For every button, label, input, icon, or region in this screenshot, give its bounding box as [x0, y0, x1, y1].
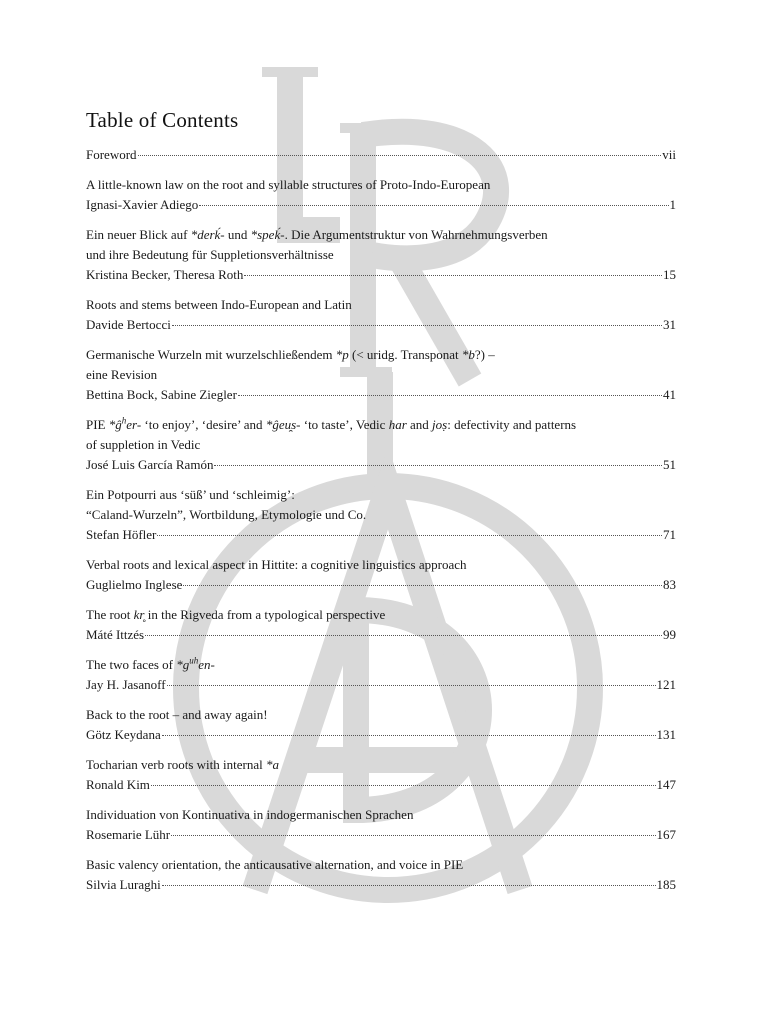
- toc-entry[interactable]: [86, 415, 676, 475]
- text-segment: “Caland-Wurzeln”, Wortbildung, Etymologie und Co.: [86, 507, 367, 522]
- entry-author: [86, 775, 150, 795]
- entry-author-line: [86, 195, 676, 215]
- page-number: vii: [662, 147, 676, 162]
- entry-title-line: [86, 605, 676, 625]
- dot-leader: [244, 274, 662, 276]
- toc-entry[interactable]: [86, 705, 676, 745]
- toc-entry[interactable]: [86, 295, 676, 335]
- entry-author: [86, 145, 137, 165]
- text-segment: ‘to enjoy’, ‘desire’ and: [141, 417, 266, 432]
- toc-entry[interactable]: [86, 175, 676, 215]
- entry-title-line: [86, 295, 676, 315]
- entry-author: [86, 675, 166, 695]
- entry-title-line: [86, 755, 676, 775]
- entry-title-line: [86, 655, 676, 675]
- page-title: Table of Contents: [86, 108, 239, 132]
- entry-title-line: [86, 855, 676, 875]
- text-segment: in the Rigveda from a typological perspective: [144, 607, 386, 622]
- entry-title-line: [86, 415, 676, 435]
- text-segment: Ein neuer Blick auf: [86, 227, 191, 242]
- text-segment: Roots and stems between Indo-European and Latin: [86, 297, 352, 312]
- entry-author: [86, 825, 170, 845]
- entry-author-line: [86, 775, 676, 795]
- text-segment: Tocharian verb roots with internal: [86, 757, 266, 772]
- entry-author-line: [86, 575, 676, 595]
- text-segment: Basic valency orientation, the anticausative alternation, and voice in PIE: [86, 857, 464, 872]
- text-segment: uh: [189, 655, 199, 666]
- page-number: 131: [656, 727, 676, 742]
- entry-title-line: [86, 485, 676, 505]
- text-segment: and: [406, 417, 433, 432]
- text-segment: . Die Argumentstruktur von Wahrnehmungsverben: [284, 227, 548, 242]
- text-segment: Máté Ittzés: [86, 627, 145, 642]
- entry-author-line: [86, 525, 676, 545]
- text-segment: Kristina Becker, Theresa Roth: [86, 267, 244, 282]
- entry-author: [86, 725, 161, 745]
- text-segment: en-: [198, 657, 215, 672]
- text-segment: Foreword: [86, 147, 137, 162]
- text-segment: Ronald Kim: [86, 777, 150, 792]
- text-segment: *b: [461, 347, 475, 362]
- text-segment: und ihre Bedeutung für Suppletionsverhältnisse: [86, 247, 334, 262]
- toc-entry[interactable]: [86, 225, 676, 285]
- entry-author-line: [86, 265, 676, 285]
- text-segment: Individuation von Kontinuativa in indogermanischen Sprachen: [86, 807, 414, 822]
- dot-leader: [138, 154, 662, 156]
- toc-entry[interactable]: [86, 855, 676, 895]
- table-of-contents: [86, 108, 676, 905]
- text-segment: Götz Keydana: [86, 727, 161, 742]
- entry-author-line: [86, 455, 676, 475]
- text-segment: The root: [86, 607, 134, 622]
- text-segment: *speḱ-: [250, 227, 285, 242]
- text-segment: José Luis García Ramón: [86, 457, 214, 472]
- page-number: 51: [663, 457, 676, 472]
- text-segment: h: [121, 415, 127, 426]
- dot-leader: [171, 834, 655, 836]
- toc-entry[interactable]: [86, 555, 676, 595]
- entry-author: [86, 195, 198, 215]
- entry-title-line: [86, 345, 676, 365]
- text-segment: joṣ: [432, 417, 448, 432]
- entry-author: [86, 455, 213, 475]
- text-segment: (< uridg. Transponat: [348, 347, 462, 362]
- entry-title-line: [86, 555, 676, 575]
- toc-entries: [86, 145, 676, 895]
- page-number: 185: [656, 877, 676, 892]
- entry-title-line: [86, 435, 676, 455]
- text-segment: *ĝeu̯s-: [265, 417, 301, 432]
- dot-leader: [151, 784, 656, 786]
- entry-title-line: [86, 705, 676, 725]
- text-segment: *derḱ-: [190, 227, 225, 242]
- text-segment: A little-known law on the root and syllable structures of Proto-Indo-European: [86, 177, 491, 192]
- entry-author: [86, 315, 171, 335]
- text-segment: Verbal roots and lexical aspect in Hittite: a cognitive linguistics approach: [86, 557, 467, 572]
- dot-leader: [157, 534, 662, 536]
- page-number: 121: [656, 677, 676, 692]
- text-segment: Davide Bertocci: [86, 317, 171, 332]
- text-segment: Back to the root – and away again!: [86, 707, 268, 722]
- page-number: 31: [663, 317, 676, 332]
- text-segment: *p: [335, 347, 349, 362]
- text-segment: Guglielmo Inglese: [86, 577, 183, 592]
- text-segment: kr̥: [133, 607, 145, 622]
- page-number: 147: [656, 777, 676, 792]
- entry-title-line: [86, 225, 676, 245]
- entry-author-line: [86, 875, 676, 895]
- entry-author-line: [86, 675, 676, 695]
- page-number: 83: [663, 577, 676, 592]
- text-segment: of suppletion in Vedic: [86, 437, 201, 452]
- text-segment: : defectivity and patterns: [447, 417, 577, 432]
- toc-entry[interactable]: [86, 755, 676, 795]
- toc-entry[interactable]: [86, 655, 676, 695]
- text-segment: Germanische Wurzeln mit wurzelschließendem: [86, 347, 336, 362]
- text-segment: ?) –: [474, 347, 495, 362]
- entry-title-line: [86, 805, 676, 825]
- page-number: 1: [669, 197, 676, 212]
- dot-leader: [145, 634, 662, 636]
- entry-author: [86, 265, 243, 285]
- text-segment: *g: [176, 657, 190, 672]
- entry-title-line: [86, 245, 676, 265]
- toc-entry[interactable]: [86, 605, 676, 645]
- dot-leader: [199, 204, 668, 206]
- entry-author-line: [86, 625, 676, 645]
- entry-author: [86, 625, 144, 645]
- page-number: 71: [663, 527, 676, 542]
- dot-leader: [214, 464, 662, 466]
- dot-leader: [162, 734, 656, 736]
- entry-title-line: [86, 365, 676, 385]
- toc-entry[interactable]: [86, 145, 676, 165]
- text-segment: Ein Potpourri aus ‘süß’ und ‘schleimig’:: [86, 487, 295, 502]
- page-number: 99: [663, 627, 676, 642]
- entry-title-line: [86, 175, 676, 195]
- entry-author: [86, 875, 161, 895]
- entry-author-line: [86, 145, 676, 165]
- text-segment: The two faces of: [86, 657, 177, 672]
- entry-author: [86, 575, 182, 595]
- entry-author-line: [86, 725, 676, 745]
- dot-leader: [183, 584, 662, 586]
- text-segment: ‘to taste’, Vedic: [300, 417, 389, 432]
- dot-leader: [238, 394, 662, 396]
- text-segment: har: [388, 417, 407, 432]
- entry-author-line: [86, 315, 676, 335]
- text-segment: *ĝ: [108, 417, 122, 432]
- toc-entry[interactable]: [86, 345, 676, 405]
- entry-author-line: [86, 825, 676, 845]
- toc-entry[interactable]: [86, 805, 676, 845]
- page-number: 41: [663, 387, 676, 402]
- entry-author: [86, 385, 237, 405]
- dot-leader: [167, 684, 656, 686]
- text-segment: PIE: [86, 417, 109, 432]
- dot-leader: [162, 884, 656, 886]
- entry-author-line: [86, 385, 676, 405]
- text-segment: Silvia Luraghi: [86, 877, 161, 892]
- page-number: 15: [663, 267, 676, 282]
- text-segment: eine Revision: [86, 367, 158, 382]
- text-segment: Jay H. Jasanoff: [86, 677, 166, 692]
- text-segment: Ignasi-Xavier Adiego: [86, 197, 199, 212]
- page-number: 167: [656, 827, 676, 842]
- entry-author: [86, 525, 156, 545]
- text-segment: Bettina Bock, Sabine Ziegler: [86, 387, 237, 402]
- text-segment: er-: [126, 417, 142, 432]
- entry-title-line: [86, 505, 676, 525]
- text-segment: Rosemarie Lühr: [86, 827, 171, 842]
- toc-entry[interactable]: [86, 485, 676, 545]
- text-segment: *a: [265, 757, 279, 772]
- text-segment: Stefan Höfler: [86, 527, 157, 542]
- dot-leader: [172, 324, 662, 326]
- text-segment: und: [224, 227, 251, 242]
